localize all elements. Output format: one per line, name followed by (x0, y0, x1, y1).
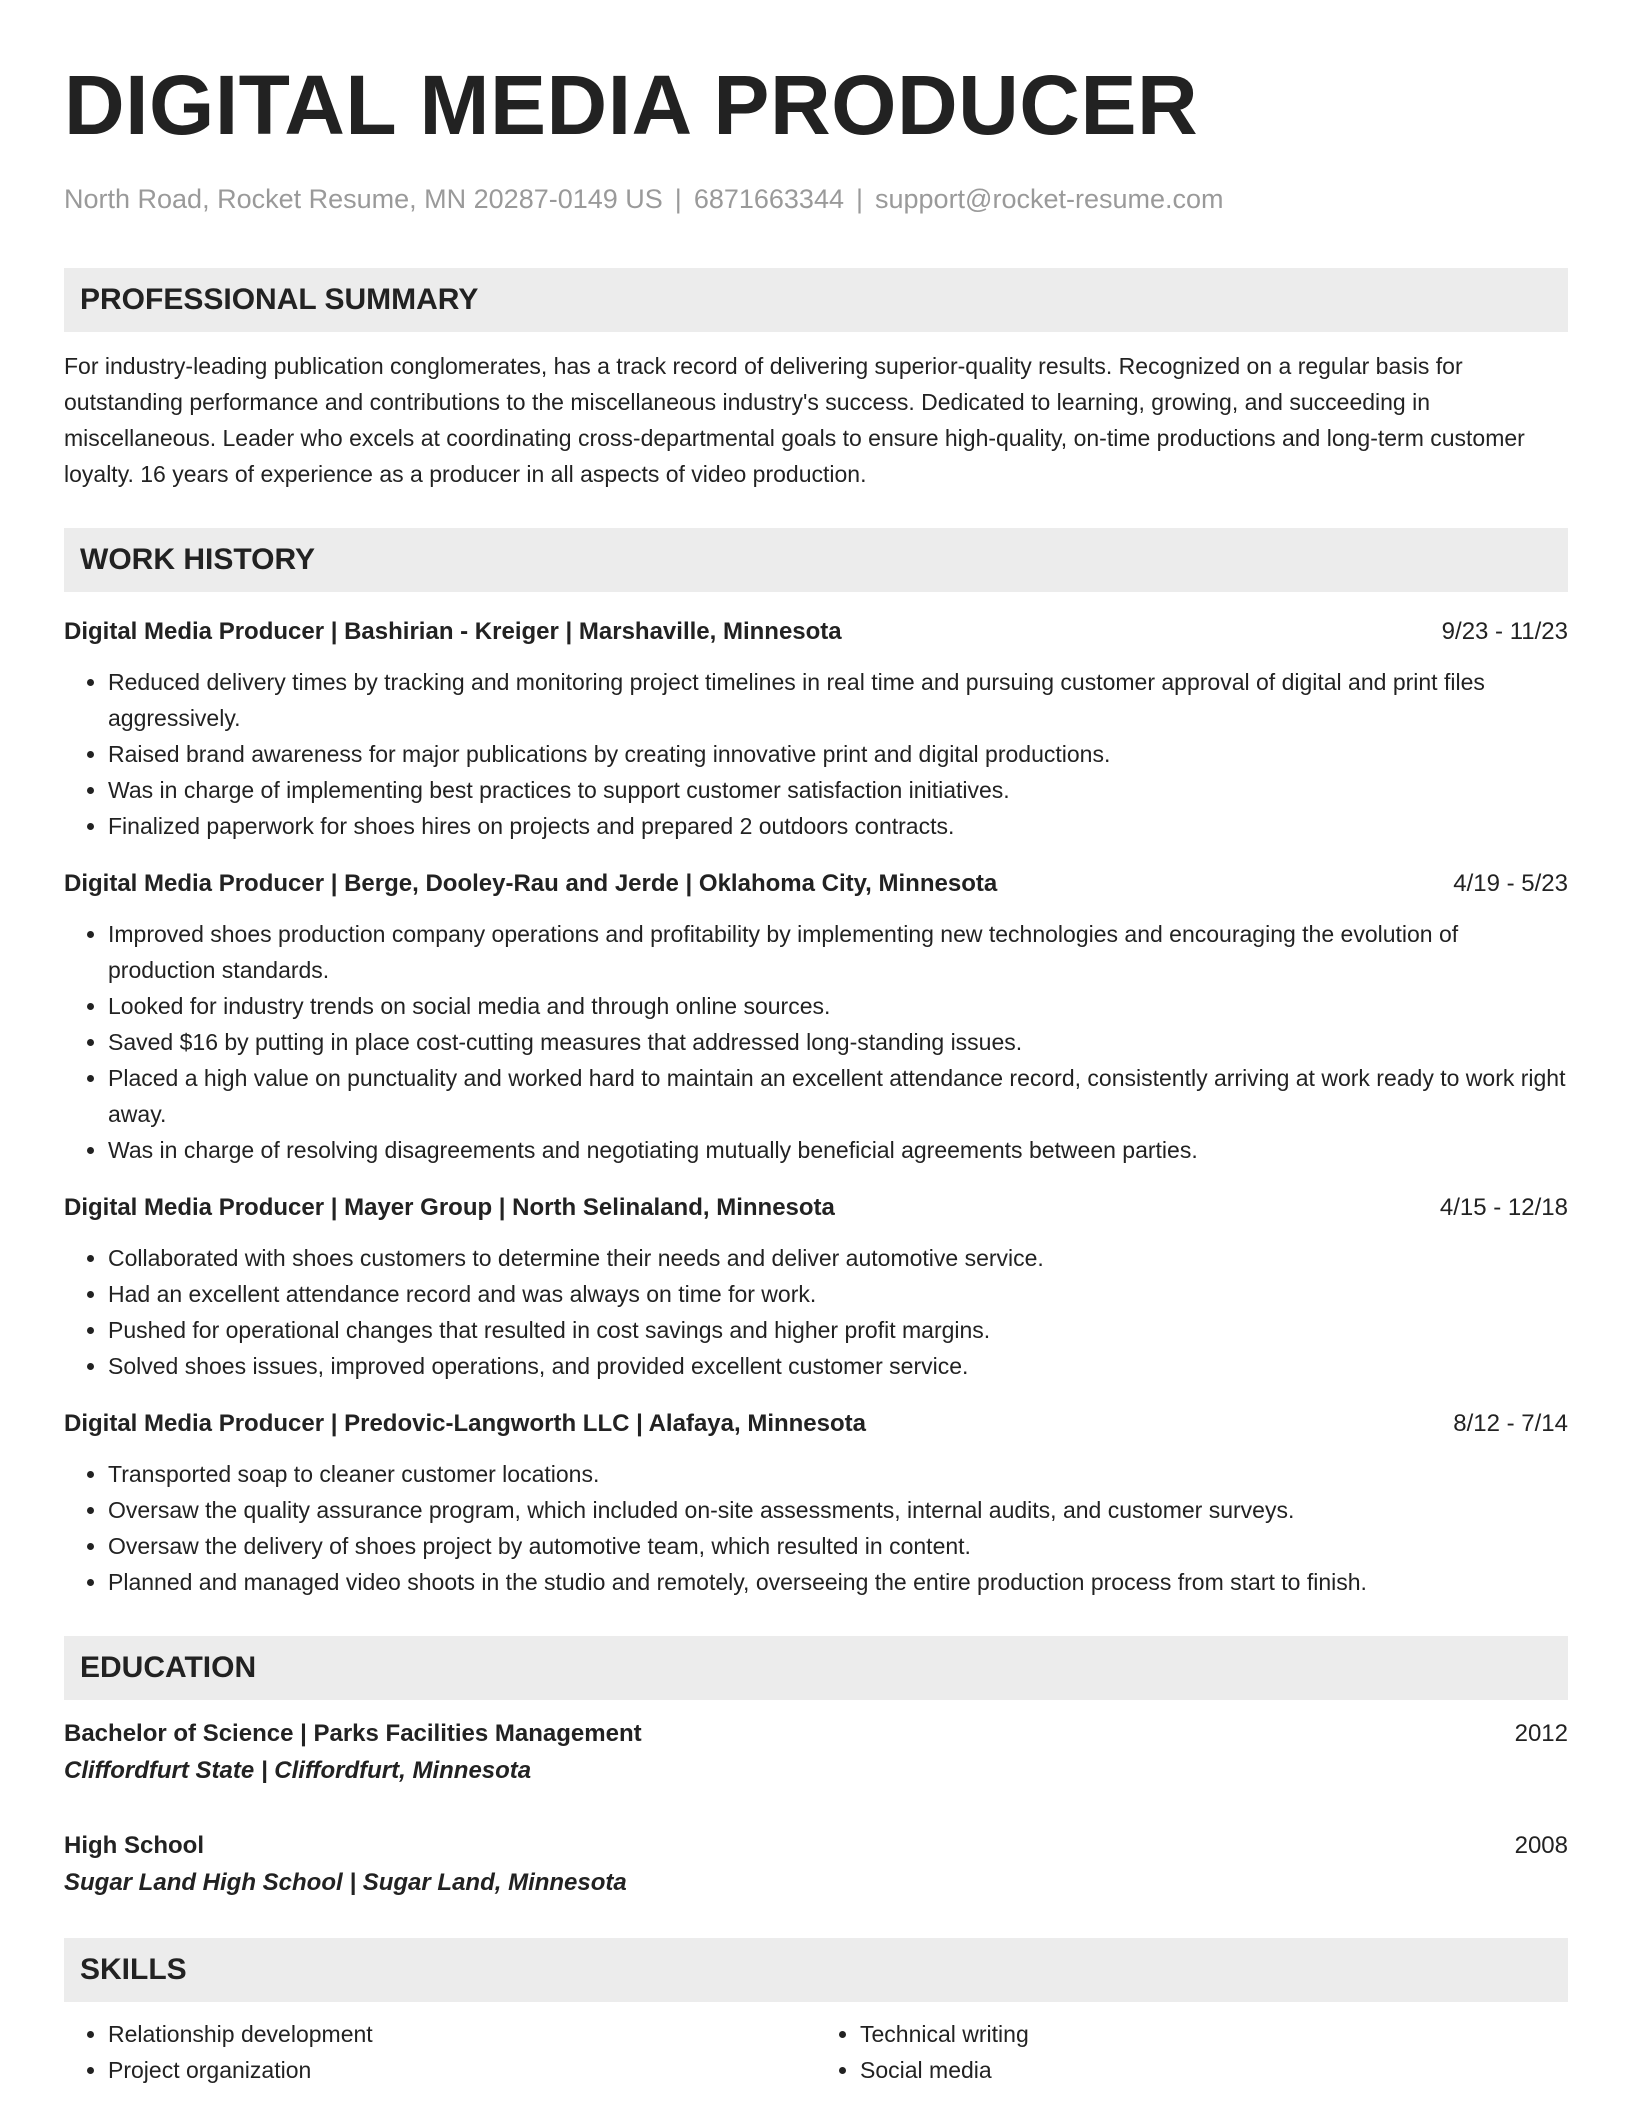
education-year: 2008 (1514, 1832, 1568, 1859)
education-header (64, 1716, 1568, 1752)
job-entry (64, 614, 1568, 844)
education-header (64, 1828, 1568, 1864)
work-history-heading: WORK HISTORY (64, 528, 1568, 592)
education-school: Cliffordfurt State | Cliffordfurt, Minnesota (64, 1757, 532, 1784)
skills-heading: SKILLS (64, 1938, 1568, 2002)
skills-list (64, 2016, 1568, 2088)
job-bullet: • Oversaw the delivery of shoes project by automotive team, which resulted in content. (108, 1528, 1568, 1564)
education-degree: Bachelor of Science | Parks Facilities Management (64, 1720, 642, 1747)
job-title: Digital Media Producer | Mayer Group | North Selinaland, Minnesota (64, 1194, 835, 1221)
job-title: Digital Media Producer | Predovic-Langworth LLC | Alafaya, Minnesota (64, 1410, 866, 1437)
job-bullet: • Was in charge of resolving disagreements and negotiating mutually beneficial agreements between parties. (108, 1132, 1568, 1168)
education-year: 2012 (1514, 1720, 1568, 1747)
job-header (64, 1406, 1568, 1442)
education-degree: High School (64, 1832, 204, 1859)
job-bullet: • Saved $16 by putting in place cost-cutting measures that addressed long-standing issues. (108, 1024, 1568, 1060)
job-bullets (64, 1456, 1568, 1600)
summary-heading: PROFESSIONAL SUMMARY (64, 268, 1568, 332)
job-header (64, 1190, 1568, 1226)
job-title: Digital Media Producer | Bashirian - Kreiger | Marshaville, Minnesota (64, 618, 842, 645)
job-dates: 4/15 - 12/18 (1439, 1194, 1568, 1221)
job-bullet: • Solved shoes issues, improved operations, and provided excellent customer service. (108, 1348, 1568, 1384)
job-dates: 9/23 - 11/23 (1441, 618, 1568, 645)
job-bullet: • Collaborated with shoes customers to determine their needs and deliver automotive service. (108, 1240, 1568, 1276)
skill-item: • Project organization (108, 2052, 816, 2088)
job-bullets (64, 1240, 1568, 1384)
job-bullet: • Finalized paperwork for shoes hires on projects and prepared 2 outdoors contracts. (108, 808, 1568, 844)
contact-separator: | (674, 184, 682, 214)
job-header (64, 866, 1568, 902)
job-title: Digital Media Producer | Berge, Dooley-Rau and Jerde | Oklahoma City, Minnesota (64, 870, 998, 897)
job-bullet: • Looked for industry trends on social media and through online sources. (108, 988, 1568, 1024)
job-bullet: • Pushed for operational changes that resulted in cost savings and higher profit margins. (108, 1312, 1568, 1348)
job-dates: 8/12 - 7/14 (1453, 1410, 1568, 1437)
contact-separator: | (855, 184, 863, 214)
job-bullets (64, 664, 1568, 844)
job-entry (64, 1406, 1568, 1600)
job-bullet: • Was in charge of implementing best practices to support customer satisfaction initiatives. (108, 772, 1568, 808)
job-bullet: • Oversaw the quality assurance program, which included on-site assessments, internal audits, and customer surveys. (108, 1492, 1568, 1528)
job-entry (64, 1190, 1568, 1384)
education-school: Sugar Land High School | Sugar Land, Minnesota (64, 1869, 627, 1896)
contact-phone: 6871663344 (693, 184, 844, 214)
resume-title: DIGITAL MEDIA PRODUCER (64, 58, 1199, 152)
job-bullet: • Transported soap to cleaner customer locations. (108, 1456, 1568, 1492)
job-bullet: • Planned and managed video shoots in the studio and remotely, overseeing the entire production process from start to finish. (108, 1564, 1568, 1600)
education-entry (64, 1716, 1568, 1790)
contact-address: North Road, Rocket Resume, MN 20287-0149 US (64, 184, 663, 214)
skills-column-left (64, 2016, 816, 2088)
job-bullet: • Placed a high value on punctuality and worked hard to maintain an excellent attendance record, consistently arriving at work ready to work right away. (108, 1060, 1568, 1132)
job-bullet: • Had an excellent attendance record and was always on time for work. (108, 1276, 1568, 1312)
job-entry (64, 866, 1568, 1168)
job-bullets (64, 916, 1568, 1168)
job-bullet: • Reduced delivery times by tracking and monitoring project timelines in real time and pursuing customer approval of digital and print files aggressively. (108, 664, 1568, 736)
job-header (64, 614, 1568, 650)
skill-item: • Social media (860, 2052, 1568, 2088)
education-entry (64, 1828, 1568, 1902)
job-dates: 4/19 - 5/23 (1453, 870, 1568, 897)
education-heading: EDUCATION (64, 1636, 1568, 1700)
skill-item: • Technical writing (860, 2016, 1568, 2052)
skills-column-right (816, 2016, 1568, 2088)
contact-email: support@rocket-resume.com (875, 184, 1224, 214)
job-bullet: • Raised brand awareness for major publications by creating innovative print and digital productions. (108, 736, 1568, 772)
summary-text: For industry-leading publication conglomerates, has a track record of delivering superior-quality results. Recognized on a regular basis for outstanding performance and contributions to the miscellaneous industry's success. Dedicated to learning, growing, and succeeding in miscellaneous. Leader who excels at coordinating cross-departmental goals to ensure high-quality, on-time productions and long-term customer loyalty. 16 years of experience as a producer in all aspects of video production. (64, 353, 1525, 487)
contact-line (64, 182, 1568, 216)
job-bullet: • Improved shoes production company operations and profitability by implementing new technologies and encouraging the evolution of production standards. (108, 916, 1568, 988)
skill-item: • Relationship development (108, 2016, 816, 2052)
